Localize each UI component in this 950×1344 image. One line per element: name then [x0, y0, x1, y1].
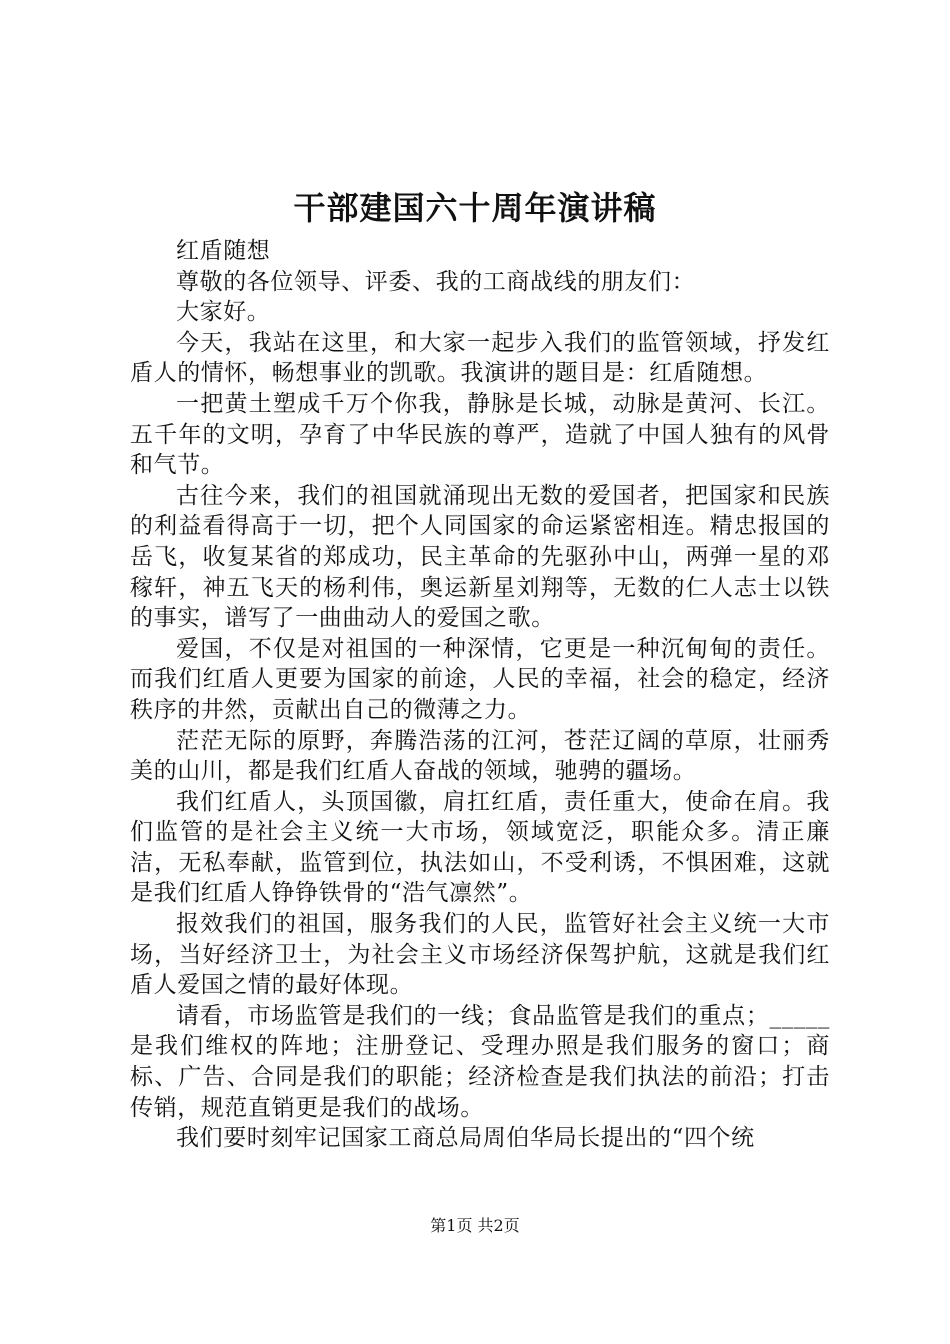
page-footer: 第1页 共2页	[430, 1216, 520, 1235]
paragraph: 古往今来，我们的祖国就涌现出无数的爱国者，把国家和民族的利益看得高于一切，把个人同国家的命运紧密相连。精忠报国的岳飞，收复某省的郑成功，民主革命的先驱孙中山，两弹一星的邓稼轩，神五飞天的杨利伟，奥运新星刘翔等，无数的仁人志士以铁的事实，谱写了一曲曲动人的爱国之歌。	[130, 482, 830, 632]
paragraph: 我们红盾人，头顶国徽，肩扛红盾，责任重大，使命在肩。我们监管的是社会主义统一大市场，领域宽泛，职能众多。清正廉洁，无私奉献，监管到位，执法如山，不受利诱，不惧困难，这就是我们红盾人铮铮铁骨的“浩气凛然”。	[130, 788, 830, 907]
paragraph: 报效我们的祖国，服务我们的人民，监管好社会主义统一大市场，当好经济卫士，为社会主义市场经济保驾护航，这就是我们红盾人爱国之情的最好体现。	[130, 911, 830, 999]
paragraph: 我们要时刻牢记国家工商总局周伯华局长提出的“四个统	[176, 1125, 755, 1152]
paragraph: 爱国，不仅是对祖国的一种深情，它更是一种沉甸甸的责任。而我们红盾人更要为国家的前途，人民的幸福，社会的稳定，经济秩序的井然，贡献出自己的微薄之力。	[130, 635, 830, 723]
paragraph-greeting: 大家好。	[176, 299, 271, 326]
paragraph-salutation: 尊敬的各位领导、评委、我的工商战线的朋友们：	[176, 268, 696, 295]
paragraph: 请看，市场监管是我们的一线；食品监管是我们的重点；_____是我们维权的阵地；注册登记、受理办照是我们服务的窗口；商标、广告、合同是我们的职能；经济检查是我们执法的前沿；打击传销，规范直销更是我们的战场。	[130, 1002, 830, 1121]
paragraph: 一把黄土塑成千万个你我，静脉是长城，动脉是黄河、长江。五千年的文明，孕育了中华民族的尊严，造就了中国人独有的风骨和气节。	[130, 390, 830, 479]
paragraph: 今天，我站在这里，和大家一起步入我们的监管领域，抒发红盾人的情怀，畅想事业的凯歌。我演讲的题目是：红盾随想。	[130, 329, 830, 387]
paragraph: 茫茫无际的原野，奔腾浩荡的江河，苍茫辽阔的草原，壮丽秀美的山川，都是我们红盾人奋战的领域，驰骋的疆场。	[130, 727, 830, 785]
paragraph-heading: 红盾随想	[176, 238, 271, 264]
document-title: 干部建国六十周年演讲稿	[293, 189, 657, 227]
document-body	[130, 236, 830, 1154]
